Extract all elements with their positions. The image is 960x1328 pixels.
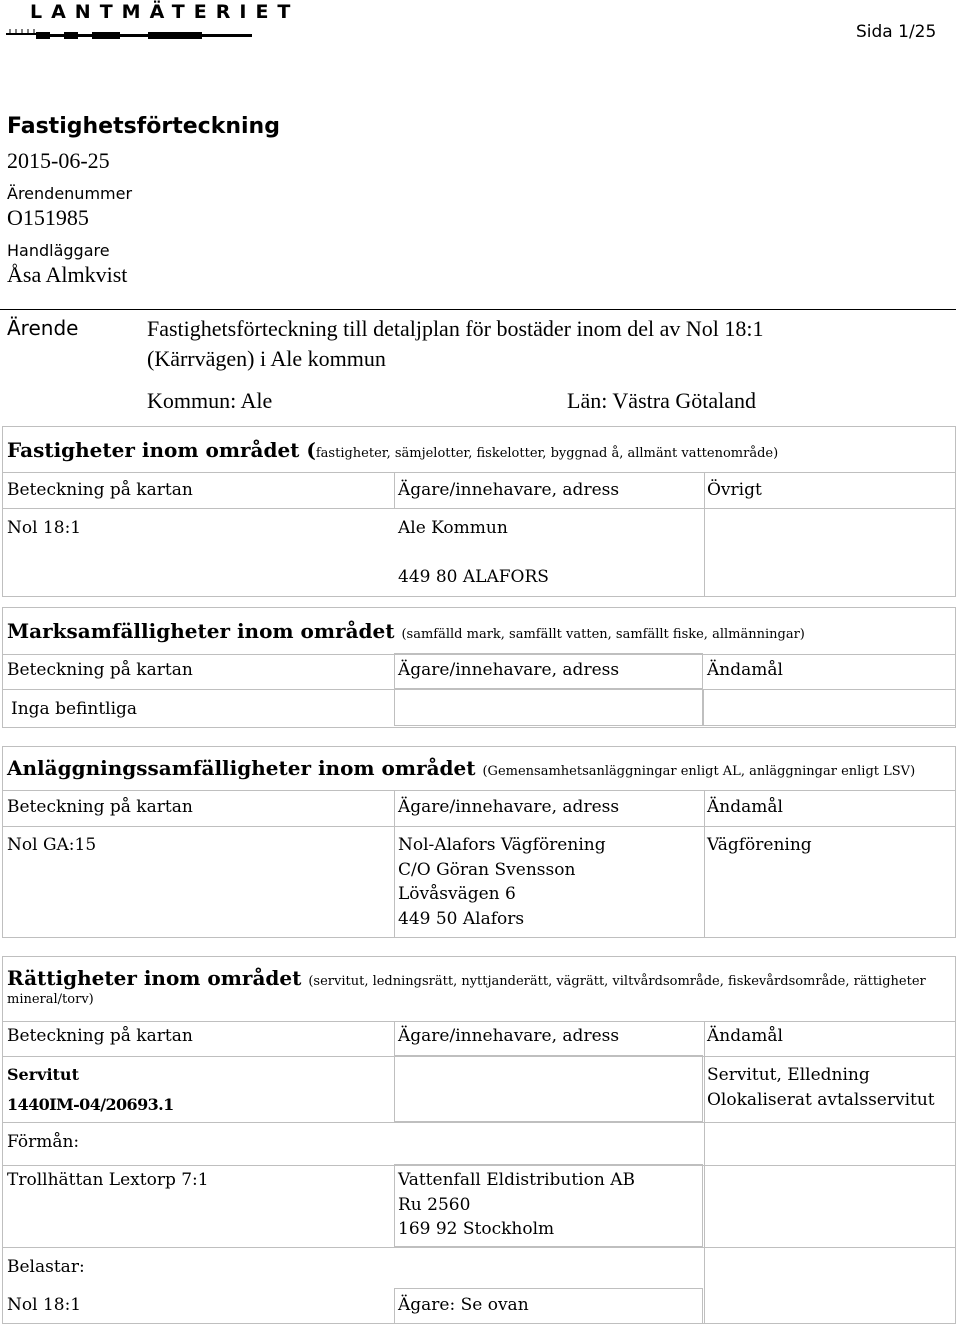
- servitut-row-bottom: [2, 1122, 956, 1123]
- document-date: 2015-06-25: [7, 148, 110, 173]
- forman-owner-line: Vattenfall Eldistribution AB: [398, 1170, 635, 1190]
- fastigheter-title: Fastigheter inom området (fastigheter, sämjelotter, fiskelotter, byggnad å, allmänt vattenområde): [7, 438, 779, 462]
- municipality: Kommun: Ale: [147, 388, 273, 413]
- fastigheter-header-other: Övrigt: [707, 480, 762, 500]
- anlaggning-subtitle: (Gemensamhetsanläggningar enligt AL, anläggningar enligt LSV): [482, 764, 916, 779]
- fastigheter-designation: Nol 18:1: [7, 518, 82, 538]
- page-number: Sida 1/25: [856, 22, 937, 42]
- anlaggning-header-purpose: Ändamål: [707, 797, 783, 817]
- anlaggning-owner-line: 449 50 Alafors: [398, 908, 525, 929]
- anlaggning-owner-line: Nol-Alafors Vägförening: [398, 835, 606, 855]
- right-number: 1440IM-04/20693.1: [7, 1095, 174, 1114]
- rattigheter-subtitle-line2: mineral/torv): [7, 992, 94, 1007]
- rattigheter-section: [2, 956, 956, 1324]
- fastigheter-owner-address: 449 80 ALAFORS: [398, 567, 549, 587]
- forman-label: Förmån:: [7, 1132, 80, 1152]
- forman-designation: Trollhättan Lextorp 7:1: [7, 1170, 209, 1190]
- mark-header-purpose: Ändamål: [707, 660, 783, 680]
- errand-description-line2: (Kärrvägen) i Ale kommun: [147, 346, 386, 371]
- mark-header-designation: Beteckning på kartan: [7, 660, 193, 680]
- right-purpose-line2: Olokaliserat avtalsservitut: [707, 1090, 935, 1110]
- anlaggning-header-designation: Beteckning på kartan: [7, 797, 193, 817]
- forman-owner-line: Ru 2560: [398, 1194, 471, 1215]
- mark-owner-cell: [394, 689, 703, 726]
- logo-text: LANTMÄTERIET: [30, 1, 300, 23]
- rattigheter-header-designation: Beteckning på kartan: [7, 1026, 193, 1046]
- anlaggning-owner-line: C/O Göran Svensson: [398, 859, 576, 880]
- errand-label: Ärende: [7, 316, 79, 340]
- rattigheter-subtitle: (servitut, ledningsrätt, nyttjanderätt, vägrätt, viltvårdsområde, fiskevårdsområde, rättigheter: [308, 974, 926, 989]
- document-title: Fastighetsförteckning: [7, 114, 280, 139]
- belastar-designation: Nol 18:1: [7, 1295, 82, 1315]
- handler-name: Åsa Almkvist: [7, 262, 128, 287]
- lantmateriet-logo: [6, 0, 300, 42]
- case-number-label: Ärendenummer: [7, 184, 133, 203]
- fastigheter-header-designation: Beteckning på kartan: [7, 480, 193, 500]
- errand-description-line1: Fastighetsförteckning till detaljplan för bostäder inom del av Nol 18:1: [147, 316, 764, 341]
- anlaggning-designation: Nol GA:15: [7, 835, 97, 855]
- errand-top-rule: [0, 309, 956, 310]
- anlaggning-header-owner: Ägare/innehavare, adress: [398, 797, 620, 817]
- mark-header-owner: Ägare/innehavare, adress: [398, 660, 620, 680]
- anlaggning-title: Anläggningssamfälligheter inom området (Gemensamhetsanläggningar enligt AL, anläggningar enligt LSV): [7, 756, 916, 780]
- right-type: Servitut: [7, 1065, 79, 1084]
- forman-owner: [398, 1168, 635, 1242]
- right-purpose-line1: Servitut, Elledning: [707, 1065, 870, 1085]
- rattigheter-title: Rättigheter inom området (servitut, ledningsrätt, nyttjanderätt, vägrätt, viltvårdsområde, fiskevårdsområde, rättigheter: [7, 966, 926, 990]
- fastigheter-owner-name: Ale Kommun: [398, 518, 508, 538]
- belastar-label: Belastar:: [7, 1257, 85, 1277]
- handler-label: Handläggare: [7, 241, 110, 260]
- belastar-owner: Ägare: Se ovan: [398, 1295, 529, 1315]
- mark-designation: Inga befintliga: [11, 699, 138, 719]
- mark-title: Marksamfälligheter inom området (samfälld mark, samfällt vatten, samfällt fiske, allmänningar): [7, 619, 805, 643]
- anlaggning-owner-address: [398, 833, 606, 931]
- servitut-owner-cell: [394, 1055, 703, 1122]
- rattigheter-header-purpose: Ändamål: [707, 1026, 783, 1046]
- fastigheter-subtitle: fastigheter, sämjelotter, fiskelotter, byggnad å, allmänt vattenområde): [315, 446, 779, 461]
- mark-purpose-cell: [703, 689, 956, 726]
- anlaggning-purpose: Vägförening: [707, 835, 812, 855]
- mark-subtitle: (samfälld mark, samfällt vatten, samfällt fiske, allmänningar): [401, 627, 805, 642]
- forman-owner-line: 169 92 Stockholm: [398, 1219, 555, 1239]
- rattigheter-header-owner: Ägare/innehavare, adress: [398, 1026, 620, 1046]
- county: Län: Västra Götaland: [567, 388, 756, 413]
- anlaggning-owner-line: Lövåsvägen 6: [398, 884, 516, 904]
- fastigheter-header-owner: Ägare/innehavare, adress: [398, 480, 620, 500]
- case-number: O151985: [7, 205, 89, 230]
- logo-scale-bar: [6, 26, 256, 40]
